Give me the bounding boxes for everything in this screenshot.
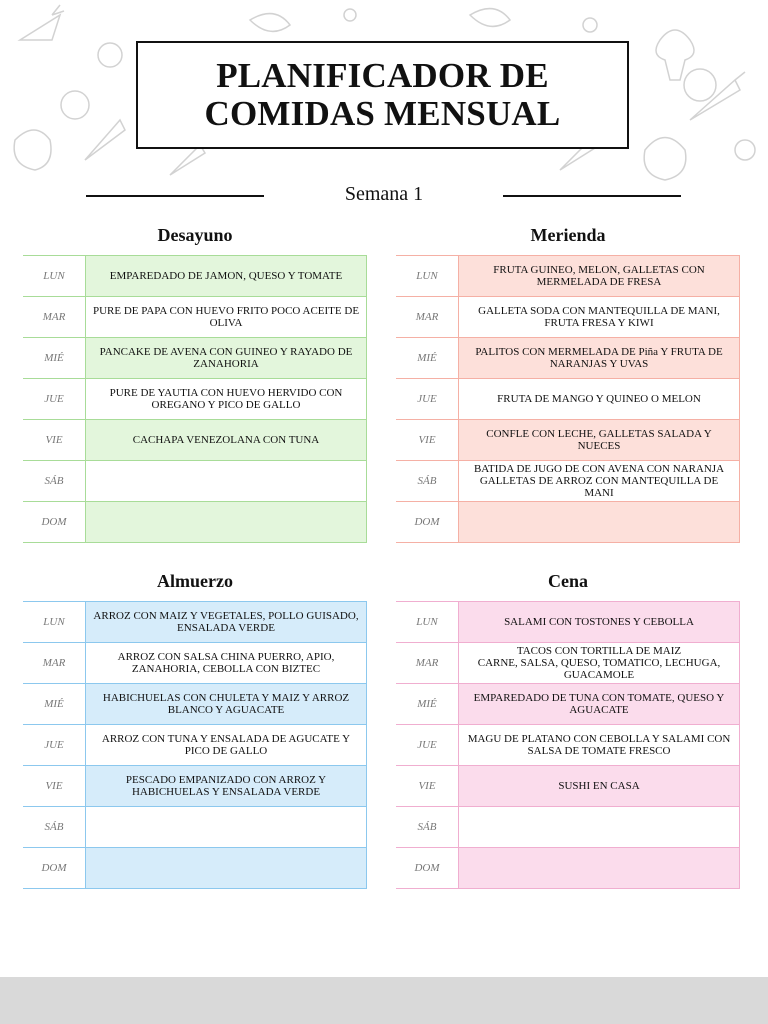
- meal-row: [23, 297, 367, 338]
- meal-cell[interactable]: EMPAREDADO DE TUNA CON TOMATE, QUESO Y AGUACATE: [458, 684, 740, 724]
- day-label: JUE: [417, 739, 437, 751]
- day-label: MAR: [415, 311, 439, 323]
- meal-row: [23, 602, 367, 643]
- meal-row: [23, 338, 367, 379]
- week-rule-right: [503, 195, 681, 197]
- meal-cell[interactable]: ARROZ CON SALSA CHINA PUERRO, APIO, ZANAHORIA, CEBOLLA CON BIZTEC: [85, 643, 367, 683]
- meal-cell[interactable]: HABICHUELAS CON CHULETA Y MAIZ Y ARROZ BLANCO Y AGUACATE: [85, 684, 367, 724]
- section-title-almuerzo: Almuerzo: [157, 571, 233, 591]
- section-desayuno: [23, 223, 367, 528]
- meal-grid-desayuno: [23, 255, 367, 543]
- carrot-icon: [20, 5, 64, 40]
- tomato-icon: [735, 140, 755, 160]
- meal-cell[interactable]: PURE DE YAUTIA CON HUEVO HERVIDO CON OREGANO Y PICO DE GALLO: [85, 379, 367, 419]
- meal-row: [396, 643, 740, 684]
- pepper-icon: [14, 130, 51, 170]
- meal-row: [23, 643, 367, 684]
- meal-row: [23, 502, 367, 543]
- meal-cell[interactable]: PALITOS CON MERMELADA DE Piña Y FRUTA DE NARANJAS Y UVAS: [458, 338, 740, 378]
- day-label: SÁB: [44, 475, 64, 487]
- meal-cell[interactable]: ARROZ CON TUNA Y ENSALADA DE AGUCATE Y PICO DE GALLO: [85, 725, 367, 765]
- day-label: LUN: [416, 616, 438, 628]
- section-cena: [396, 569, 740, 874]
- tomato-icon: [98, 43, 122, 67]
- meal-cell[interactable]: [85, 807, 367, 847]
- day-label: MAR: [415, 657, 439, 669]
- day-label: SÁB: [417, 475, 437, 487]
- meal-row: [396, 502, 740, 543]
- day-label: DOM: [41, 862, 67, 874]
- meal-row: [23, 807, 367, 848]
- day-label: JUE: [44, 739, 64, 751]
- section-title-merienda: Merienda: [530, 225, 606, 245]
- day-label: MAR: [42, 657, 66, 669]
- title-box: [136, 41, 629, 149]
- day-label: VIE: [45, 780, 63, 792]
- meal-row: [396, 848, 740, 889]
- meal-cell[interactable]: FRUTA DE MANGO Y QUINEO O MELON: [458, 379, 740, 419]
- day-label: MAR: [42, 311, 66, 323]
- meal-row: [396, 684, 740, 725]
- meal-row: [396, 602, 740, 643]
- meal-cell[interactable]: SUSHI EN CASA: [458, 766, 740, 806]
- page-title-line-1: PLANIFICADOR DE: [216, 56, 549, 95]
- leaf-icon: [250, 14, 290, 32]
- day-label: JUE: [44, 393, 64, 405]
- meal-row: [396, 420, 740, 461]
- meal-row: [23, 461, 367, 502]
- pea-icon: [583, 18, 597, 32]
- meal-row: [396, 256, 740, 297]
- section-title-cena: Cena: [548, 571, 588, 591]
- meal-row: [396, 338, 740, 379]
- section-almuerzo: [23, 569, 367, 874]
- meal-row: [23, 420, 367, 461]
- day-label: MIÉ: [417, 352, 437, 364]
- meal-row: [23, 848, 367, 889]
- meal-cell[interactable]: CONFLE CON LECHE, GALLETAS SALADA Y NUECES: [458, 420, 740, 460]
- page-title-line-2: COMIDAS MENSUAL: [204, 94, 561, 133]
- carrot-icon: [170, 145, 205, 175]
- meal-row: [23, 766, 367, 807]
- section-merienda: [396, 223, 740, 528]
- meal-row: [396, 725, 740, 766]
- meal-cell[interactable]: EMPAREDADO DE JAMON, QUESO Y TOMATE: [85, 256, 367, 296]
- meal-cell[interactable]: [85, 461, 367, 501]
- pepper-icon: [644, 138, 686, 181]
- meal-cell[interactable]: CACHAPA VENEZOLANA CON TUNA: [85, 420, 367, 460]
- meal-cell[interactable]: [85, 848, 367, 888]
- meal-cell[interactable]: MAGU DE PLATANO CON CEBOLLA Y SALAMI CON SALSA DE TOMATE FRESCO: [458, 725, 740, 765]
- meal-row: [396, 297, 740, 338]
- meal-grid-cena: [396, 601, 740, 889]
- meal-row: [23, 379, 367, 420]
- meal-cell[interactable]: SALAMI CON TOSTONES Y CEBOLLA: [458, 602, 740, 642]
- meal-cell[interactable]: PURE DE PAPA CON HUEVO FRITO POCO ACEITE DE OLIVA: [85, 297, 367, 337]
- meal-cell[interactable]: [85, 502, 367, 542]
- meal-row: [396, 461, 740, 502]
- onion-icon: [61, 91, 89, 119]
- meal-cell[interactable]: TACOS CON TORTILLA DE MAIZ CARNE, SALSA, QUESO, TOMATICO, LECHUGA, GUACAMOLE: [458, 643, 740, 683]
- meal-cell[interactable]: FRUTA GUINEO, MELON, GALLETAS CON MERMELADA DE FRESA: [458, 256, 740, 296]
- meal-cell[interactable]: [458, 848, 740, 888]
- meal-cell[interactable]: GALLETA SODA CON MANTEQUILLA DE MANI, FRUTA FRESA Y KIWI: [458, 297, 740, 337]
- day-label: VIE: [418, 780, 436, 792]
- meal-cell[interactable]: PANCAKE DE AVENA CON GUINEO Y RAYADO DE ZANAHORIA: [85, 338, 367, 378]
- week-label: Semana 1: [344, 183, 424, 205]
- day-label: LUN: [43, 270, 65, 282]
- carrot-icon: [690, 72, 745, 120]
- meal-row: [396, 766, 740, 807]
- day-label: MIÉ: [417, 698, 437, 710]
- day-label: SÁB: [44, 821, 64, 833]
- meal-cell[interactable]: [458, 502, 740, 542]
- meal-cell[interactable]: ARROZ CON MAIZ Y VEGETALES, POLLO GUISADO, ENSALADA VERDE: [85, 602, 367, 642]
- day-label: LUN: [416, 270, 438, 282]
- carrot-icon: [85, 120, 125, 160]
- day-label: MIÉ: [44, 698, 64, 710]
- day-label: DOM: [414, 862, 440, 874]
- meal-row: [396, 807, 740, 848]
- meal-row: [23, 725, 367, 766]
- day-label: SÁB: [417, 821, 437, 833]
- footer-bar: [0, 977, 768, 1024]
- broccoli-icon: [656, 30, 694, 80]
- section-title-desayuno: Desayuno: [157, 225, 233, 245]
- day-label: VIE: [45, 434, 63, 446]
- day-label: DOM: [41, 516, 67, 528]
- day-label: VIE: [418, 434, 436, 446]
- onion-icon: [684, 69, 716, 101]
- day-label: DOM: [414, 516, 440, 528]
- meal-grid-merienda: [396, 255, 740, 543]
- day-label: JUE: [417, 393, 437, 405]
- meal-cell[interactable]: [458, 807, 740, 847]
- meal-cell[interactable]: BATIDA DE JUGO DE CON AVENA CON NARANJA GALLETAS DE ARROZ CON MANTEQUILLA DE MANI: [458, 461, 740, 501]
- meal-row: [23, 684, 367, 725]
- day-label: MIÉ: [44, 352, 64, 364]
- meal-grid-almuerzo: [23, 601, 367, 889]
- meal-row: [396, 379, 740, 420]
- pea-icon: [344, 9, 356, 21]
- day-label: LUN: [43, 616, 65, 628]
- meal-row: [23, 256, 367, 297]
- leaf-icon: [470, 9, 510, 27]
- meal-cell[interactable]: PESCADO EMPANIZADO CON ARROZ Y HABICHUELAS Y ENSALADA VERDE: [85, 766, 367, 806]
